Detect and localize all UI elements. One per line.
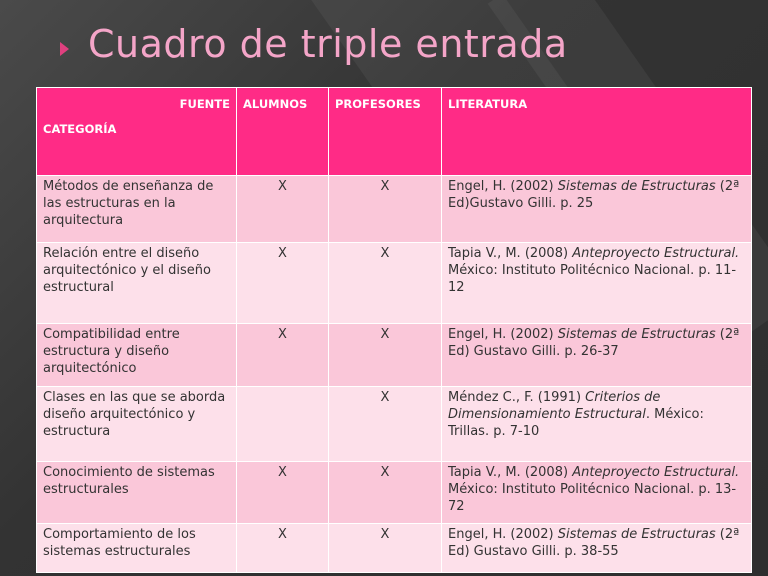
citation-text: Engel, H. (2002) (448, 327, 558, 342)
header-fuente: FUENTE (179, 97, 230, 111)
citation-title: Anteproyecto Estructural. (572, 246, 740, 261)
category-cell: Conocimiento de sistemas estructurales (37, 462, 237, 524)
citation-text: (2ª Ed) Gustavo Gilli. p. 26-37 (448, 327, 740, 359)
citation-text: (2ª Ed)Gustavo Gilli. p. 25 (448, 179, 740, 211)
citation-text: Tapia V., M. (2008) (448, 246, 573, 261)
citation-title: Sistemas de Estructuras (557, 527, 716, 542)
profesores-cell: X (329, 387, 442, 462)
category-cell: Clases en las que se aborda diseño arquitectónico y estructura (37, 387, 237, 462)
alumnos-cell: X (237, 176, 329, 243)
header-literatura: LITERATURA (442, 88, 752, 176)
alumnos-cell (237, 387, 329, 462)
citation-text: . México: Trillas. p. 7-10 (448, 407, 704, 439)
citation-title: Anteproyecto Estructural. (572, 465, 740, 480)
literatura-cell (442, 462, 752, 524)
alumnos-cell: X (237, 243, 329, 324)
header-row (37, 88, 752, 176)
category-cell: Compatibilidad entre estructura y diseño arquitectónico (37, 324, 237, 387)
citation-text: Tapia V., M. (2008) (448, 465, 573, 480)
profesores-cell: X (329, 243, 442, 324)
citation-text: (2ª Ed) Gustavo Gilli. p. 38-55 (448, 527, 740, 559)
citation-text: Engel, H. (2002) (448, 179, 558, 194)
category-cell: Relación entre el diseño arquitectónico y el diseño estructural (37, 243, 237, 324)
triple-entry-table (36, 87, 752, 573)
literatura-cell (442, 243, 752, 324)
alumnos-cell: X (237, 462, 329, 524)
literatura-cell (442, 524, 752, 573)
category-cell: Métodos de enseñanza de las estructuras en la arquitectura (37, 176, 237, 243)
citation-title: Criterios de Dimensionamiento Estructural (448, 390, 661, 422)
table-row (37, 387, 752, 462)
literatura-cell (442, 324, 752, 387)
table-row (37, 524, 752, 573)
table-row (37, 462, 752, 524)
literatura-cell (442, 176, 752, 243)
profesores-cell: X (329, 176, 442, 243)
table-row (37, 243, 752, 324)
title-arrow-icon (60, 42, 69, 56)
header-profesores: PROFESORES (329, 88, 442, 176)
table-row (37, 176, 752, 243)
profesores-cell: X (329, 324, 442, 387)
citation-text: Méndez C., F. (1991) (448, 390, 586, 405)
table-row (37, 324, 752, 387)
citation-text: México: Instituto Politécnico Nacional. p. 11-12 (448, 263, 737, 295)
citation-title: Sistemas de Estructuras (557, 179, 716, 194)
citation-title: Sistemas de Estructuras (557, 327, 716, 342)
profesores-cell: X (329, 462, 442, 524)
alumnos-cell: X (237, 324, 329, 387)
profesores-cell: X (329, 524, 442, 573)
header-corner-cell (37, 88, 237, 176)
literatura-cell (442, 387, 752, 462)
category-cell: Comportamiento de los sistemas estructurales (37, 524, 237, 573)
slide-title: Cuadro de triple entrada (88, 22, 568, 66)
citation-text: México: Instituto Politécnico Nacional. p. 13-72 (448, 482, 737, 514)
citation-text: Engel, H. (2002) (448, 527, 558, 542)
header-alumnos: ALUMNOS (237, 88, 329, 176)
header-categoria: CATEGORÍA (43, 122, 117, 136)
alumnos-cell: X (237, 524, 329, 573)
